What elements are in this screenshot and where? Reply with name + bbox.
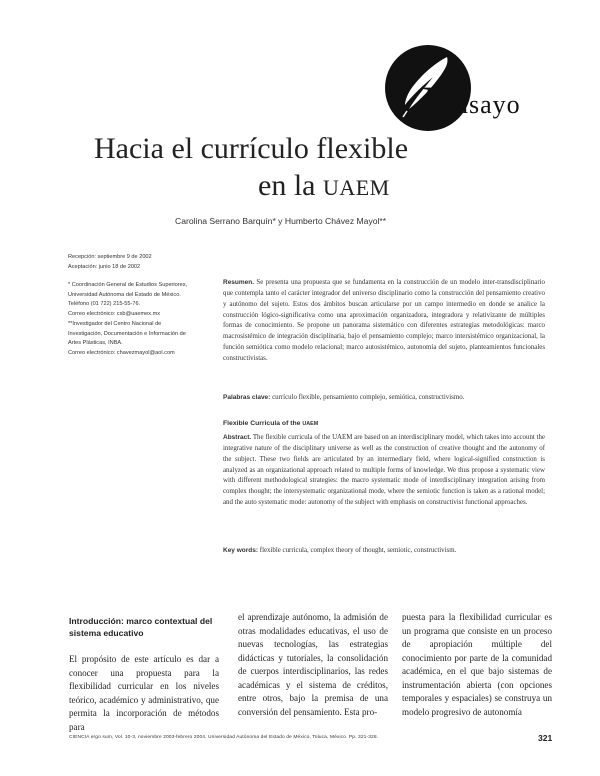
body-column-2: el aprendizaje autónomo, la admisión de otras modalidades educativas, el uso de nuevas tecnologías, las estrategias didácticas y tutoriales, la consolidación de cuerpos interdisciplinarios, las redes académicas y el sistema de créditos, entre otros, bajo la premisa de una conversión del pensamiento. Esta pro- (238, 612, 388, 717)
english-title: Flexible Curricula of the UAEM (223, 420, 319, 427)
article-title-line1: Hacia el currículo flexible (94, 132, 409, 165)
resumen-label: Resumen. (223, 279, 255, 286)
title-acronym: UAEM (322, 175, 390, 200)
authors: Carolina Serrano Barquín* y Humberto Chávez Mayol** (175, 216, 387, 226)
body-column-1 (69, 615, 219, 734)
palabras-clave-label: Palabras clave: (223, 394, 271, 401)
intro-heading: Introducción: marco contextual del sistema educativo (69, 616, 213, 638)
page-number: 321 (538, 733, 553, 743)
resumen-text: Se presenta una propuesta que se fundamenta en la construcción de un modelo inter-transdisciplinario que contempla tanto el carácter integrador del universo disciplinario como la construcción del pensamiento creativo y autónomo del sujeto. Estos dos ámbitos buscan articularse por un campo intermedio en donde se analice la construcción lógico-significativa como una aproximación organizadora, integradora y relativizante de múltiples formas de conocimiento. Se propone un panorama sistemático con diferentes estrategias metodológicas: marco macrosistémico de integración disciplinaria, bajo el pensamiento complejo; marco intersistémico organizacional, la función semiótica como modelo relacional; marco autosistémico, autonomía del sujeto, planteamientos funcionales constructivistas. (223, 279, 545, 362)
abstract-text: The flexible curricula of the UAEM are based on an interdisciplinary model, which takes into account the integrative nature of the disciplinary universe as well as the construction of creative thought and the autonomy of the subject. These two fields are articulated by an intermediary field, where logical-signified construction is analyzed as an organizational approach related to multiple forms of knowledge. We thus propose a systematic view with different methodological strategies: the macro systematic mode of interdisciplinary integration arising from complex thought; the intersystematic organizational mode, where the semiotic function is taken as a rational model; and the auto systematic mode: autonomy of the subject with emphasis on constructivist functional approaches. (223, 434, 545, 507)
received-date: Recepción: septiembre 9 de 2002 (68, 254, 152, 260)
logo-letter-e: E (418, 75, 451, 135)
body-paragraph-1: El propósito de este artículo es dar a conocer una propuesta para la flexibilidad curricular en los niveles teórico, académico y administrativo, que permita la incorporación de métodos para (69, 654, 219, 732)
abstract-label: Abstract. (223, 434, 252, 441)
footer-citation: CIENCIA ergo sum, Vol. 10-3, noviembre 2003-febrero 2004. Universidad Autónoma del Estado de México, Toluca, México. Pp. 321-328. (69, 735, 379, 740)
english-abstract (223, 433, 545, 509)
article-title-line2: en la UAEM (258, 169, 390, 202)
key-words: Key words: flexible curricula, complex theory of thought, semiotic, constructivism. (223, 547, 457, 554)
accepted-date: Aceptación: junio 18 de 2002 (68, 264, 141, 270)
section-logo-word: nsayo (455, 90, 521, 119)
body-column-3: puesta para la flexibilidad curricular es un programa que consiste en un proceso de apropiación múltiple del conocimiento por parte de la comunidad académica, en el que bajo sistemas de instrumentación abierta (con opciones temporales y espaciales) se construya un modelo progresivo de autonomía (402, 612, 552, 717)
affiliation-2: **Investigador del Centro Nacional de Investigación, Documentación e Información de Artes Plásticas, INBA. Correo electrónico: chavezmayol@aol.com (68, 321, 186, 356)
palabras-clave: Palabras clave: currículo flexible, pensamiento complejo, semiótica, constructivismo. (223, 394, 465, 401)
key-words-label: Key words: (223, 547, 259, 554)
affiliation-1: * Coordinación General de Estudios Superiores, Universidad Autónoma del Estado de México. Teléfono (01 722) 215-55-76. Correo electrónico: csb@uaemex.mx (68, 282, 188, 317)
resumen (223, 278, 545, 365)
